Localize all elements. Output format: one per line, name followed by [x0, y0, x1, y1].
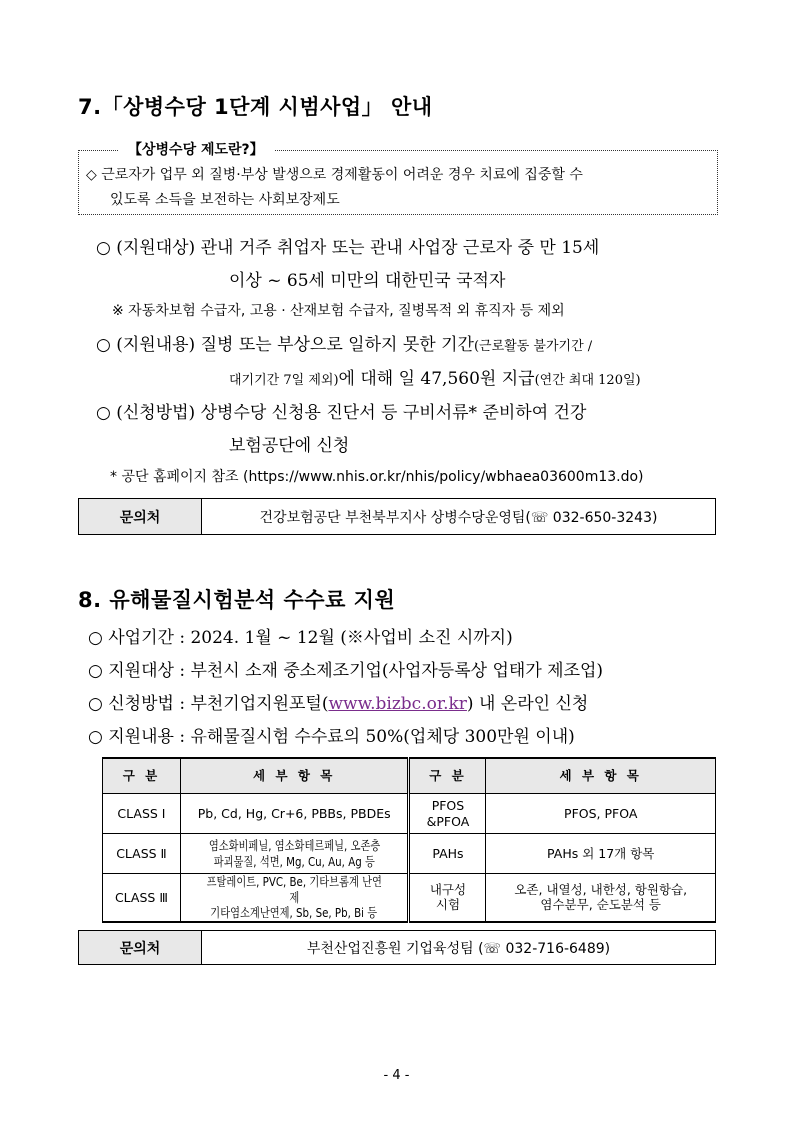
section8-contact [78, 930, 716, 965]
durability-label-2: 시험 [435, 897, 461, 913]
pahs-label: PAHs [409, 834, 486, 874]
application-line-2: 보험공단에 신청 [229, 436, 350, 456]
contact-label: 문의처 [79, 499, 202, 534]
header-category: 구 분 [103, 758, 181, 794]
table-row [103, 834, 716, 874]
support-content-line-1 [96, 330, 592, 355]
table-row [103, 874, 716, 922]
pfos-items: PFOS, PFOA [486, 794, 716, 834]
class3-items [180, 874, 409, 922]
exclusion-note: ※ 자동차보험 수급자, 고용 · 산재보험 수급자, 질병목적 외 휴직자 등 제외 [112, 303, 565, 319]
contact-value: 부천산업진흥원 기업육성팀 (☏ 032-716-6489) [306, 940, 611, 957]
contact-value: 건강보험공단 부천북부지사 상병수당운영팀(☏ 032-650-3243) [259, 509, 658, 526]
bizbc-link[interactable]: www.bizbc.or.kr [328, 694, 467, 714]
support-content-line-2 [229, 364, 641, 389]
support-content-small-3: (연간 최대 120일) [534, 373, 641, 388]
table-header-row [103, 758, 716, 794]
method-line [88, 689, 588, 714]
homepage-note: * 공단 홈페이지 참조 (https://www.nhis.or.kr/nhis/policy/wbhaea03600m13.do) [110, 469, 644, 485]
pfos-label [409, 794, 486, 834]
durability-label-1: 내구성 [429, 881, 467, 897]
method-prefix: ○ 신청방법 : 부천기업지원포털( [88, 694, 329, 714]
header-detail-2: 세 부 항 목 [486, 758, 716, 794]
support-content-main-2: 에 대해 일 47,560원 지급 [338, 369, 535, 389]
section7-contact [78, 498, 716, 535]
contact-label: 문의처 [79, 931, 202, 964]
durability-items-2: 염수분무, 순도분석 등 [540, 897, 662, 913]
target-line: ○ 지원대상 : 부천시 소재 중소제조기업(사업자등록상 업태가 제조업) [88, 661, 604, 681]
pfos-label-2: &PFOA [426, 813, 470, 829]
class2-label: CLASS Ⅱ [103, 834, 181, 874]
class3-label: CLASS Ⅲ [103, 874, 181, 922]
class2-items-1: 염소화비페닐, 염소화테르페닐, 오존층 [208, 837, 380, 853]
period-line: ○ 사업기간 : 2024. 1월 ~ 12월 (※사업비 소진 시까지) [88, 628, 513, 648]
definition-box-label: 【상병수당 제도란?】 [118, 139, 274, 159]
support-target-line-1: ○ (지원대상) 관내 거주 취업자 또는 관내 사업장 근로자 중 만 15세 [96, 238, 600, 258]
support-content-small: (근로활동 불가기간 / [473, 339, 593, 354]
application-line-1: ○ (신청방법) 상병수당 신청용 진단서 등 구비서류* 준비하여 건강 [96, 403, 587, 423]
class1-label: CLASS Ⅰ [103, 794, 181, 834]
durability-items [486, 874, 716, 922]
page-number: - 4 - [383, 1068, 410, 1083]
class3-items-1: 프탈레이트, PVC, Be, 기타브롬계 난연제 [206, 874, 382, 905]
pfos-label-1: PFOS [431, 797, 465, 813]
class1-items: Pb, Cd, Hg, Cr+6, PBBs, PBDEs [180, 794, 409, 834]
method-suffix: ) 내 온라인 신청 [466, 694, 589, 714]
support-content-main: ○ (지원내용) 질병 또는 부상으로 일하지 못한 기간 [96, 335, 474, 355]
class2-items [180, 834, 409, 874]
definition-line-2: 있도록 소득을 보전하는 사회보장제도 [110, 192, 340, 208]
durability-label [409, 874, 486, 922]
support-content-small-2: 대기기간 7일 제외) [229, 373, 339, 388]
section8-title: 8. 유해물질시험분석 수수료 지원 [78, 588, 396, 612]
hazard-test-table [102, 757, 716, 923]
header-category-2: 구 분 [409, 758, 486, 794]
header-detail: 세 부 항 목 [180, 758, 409, 794]
definition-line-1: ◇ 근로자가 업무 외 질병·부상 발생으로 경제활동이 어려운 경우 치료에 집중할 수 [86, 167, 583, 183]
content-line: ○ 지원내용 : 유해물질시험 수수료의 50%(업체당 300만원 이내) [88, 727, 575, 747]
class3-items-2: 기타염소계난연제, Sb, Se, Pb, Bi 등 [210, 905, 378, 921]
support-target-line-2: 이상 ~ 65세 미만의 대한민국 국적자 [229, 271, 506, 291]
pahs-items: PAHs 외 17개 항목 [486, 834, 716, 874]
durability-items-1: 오존, 내열성, 내한성, 항원항습, [514, 881, 688, 897]
table-row [103, 794, 716, 834]
section7-title: 7.「상병수당 1단계 시범사업」 안내 [78, 95, 433, 119]
class2-items-2: 파괴물질, 석면, Mg, Cu, Au, Ag 등 [213, 853, 375, 869]
